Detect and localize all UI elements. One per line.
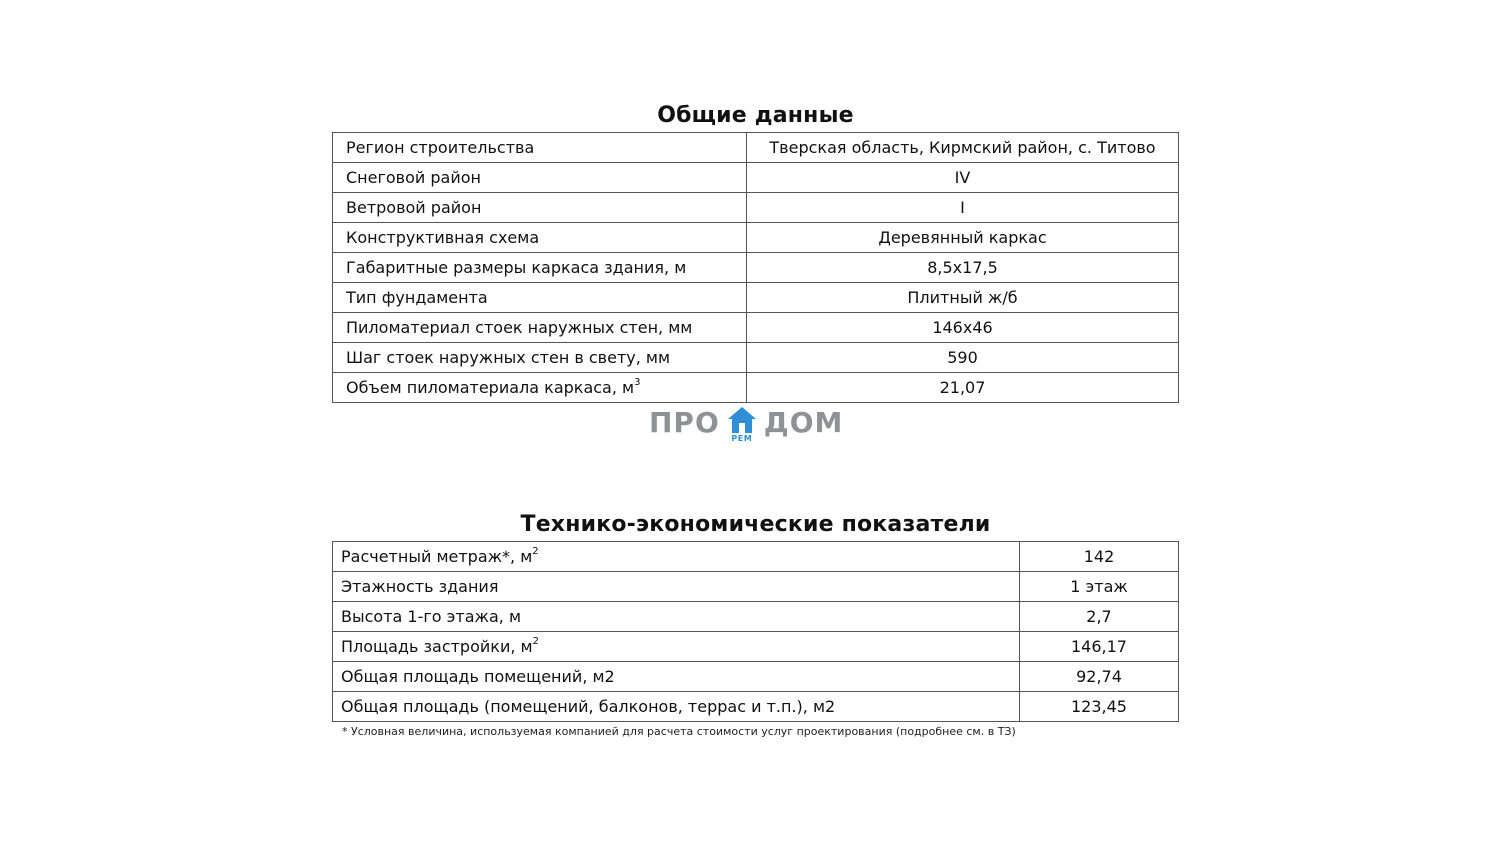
unit-superscript: 2 bbox=[532, 545, 539, 557]
logo-sub-word: РЕМ bbox=[731, 434, 753, 443]
table-row bbox=[333, 692, 1179, 722]
row-label-text: Объем пиломатериала каркаса, м bbox=[346, 378, 635, 397]
footnote: * Условная величина, используемая компанией для расчета стоимости услуг проектирования (подробнее см. в ТЗ) bbox=[342, 725, 1016, 738]
general-data-table bbox=[332, 132, 1179, 403]
logo-right-word: ДОМ bbox=[763, 406, 844, 439]
unit-superscript: 2 bbox=[532, 635, 539, 647]
table-row bbox=[333, 283, 1179, 313]
row-label bbox=[333, 632, 1020, 662]
table-row bbox=[333, 193, 1179, 223]
row-label: Общая площадь (помещений, балконов, террас и т.п.), м2 bbox=[333, 692, 1020, 722]
row-label: Снеговой район bbox=[333, 163, 747, 193]
row-value: 123,45 bbox=[1020, 692, 1179, 722]
table-row bbox=[333, 253, 1179, 283]
row-label: Шаг стоек наружных стен в свету, мм bbox=[333, 343, 747, 373]
table-row bbox=[333, 632, 1179, 662]
row-label-text: Площадь застройки, м bbox=[341, 637, 533, 656]
row-value: I bbox=[747, 193, 1179, 223]
row-label: Высота 1-го этажа, м bbox=[333, 602, 1020, 632]
logo-left-word: ПРО bbox=[649, 406, 720, 439]
house-icon-svg bbox=[727, 406, 757, 434]
table-row bbox=[333, 223, 1179, 253]
house-icon bbox=[724, 404, 760, 446]
row-label-text: Расчетный метраж*, м bbox=[341, 547, 533, 566]
row-value: 146х46 bbox=[747, 313, 1179, 343]
row-value: Плитный ж/б bbox=[747, 283, 1179, 313]
row-value: 21,07 bbox=[747, 373, 1179, 403]
row-label bbox=[333, 373, 747, 403]
indicators-title: Технико-экономические показатели bbox=[520, 512, 991, 537]
table-row bbox=[333, 133, 1179, 163]
row-label: Этажность здания bbox=[333, 572, 1020, 602]
row-value: 8,5х17,5 bbox=[747, 253, 1179, 283]
row-label: Конструктивная схема bbox=[333, 223, 747, 253]
row-value: 590 bbox=[747, 343, 1179, 373]
indicators-table bbox=[332, 541, 1179, 722]
table-row bbox=[333, 313, 1179, 343]
row-value: Тверская область, Кирмский район, с. Титово bbox=[747, 133, 1179, 163]
row-value: IV bbox=[747, 163, 1179, 193]
table-row bbox=[333, 542, 1179, 572]
row-label: Ветровой район bbox=[333, 193, 747, 223]
table-row bbox=[333, 163, 1179, 193]
row-label: Пиломатериал стоек наружных стен, мм bbox=[333, 313, 747, 343]
row-label: Тип фундамента bbox=[333, 283, 747, 313]
row-label: Габаритные размеры каркаса здания, м bbox=[333, 253, 747, 283]
general-data-title: Общие данные bbox=[657, 103, 854, 128]
table-row bbox=[333, 602, 1179, 632]
row-label: Общая площадь помещений, м2 bbox=[333, 662, 1020, 692]
row-value: 146,17 bbox=[1020, 632, 1179, 662]
unit-superscript: 3 bbox=[634, 376, 641, 388]
company-logo bbox=[649, 404, 843, 446]
table-row bbox=[333, 572, 1179, 602]
row-value: 92,74 bbox=[1020, 662, 1179, 692]
row-value: 2,7 bbox=[1020, 602, 1179, 632]
table-row bbox=[333, 373, 1179, 403]
row-value: Деревянный каркас bbox=[747, 223, 1179, 253]
row-label bbox=[333, 542, 1020, 572]
row-label: Регион строительства bbox=[333, 133, 747, 163]
row-value: 142 bbox=[1020, 542, 1179, 572]
table-row bbox=[333, 343, 1179, 373]
row-value: 1 этаж bbox=[1020, 572, 1179, 602]
table-row bbox=[333, 662, 1179, 692]
